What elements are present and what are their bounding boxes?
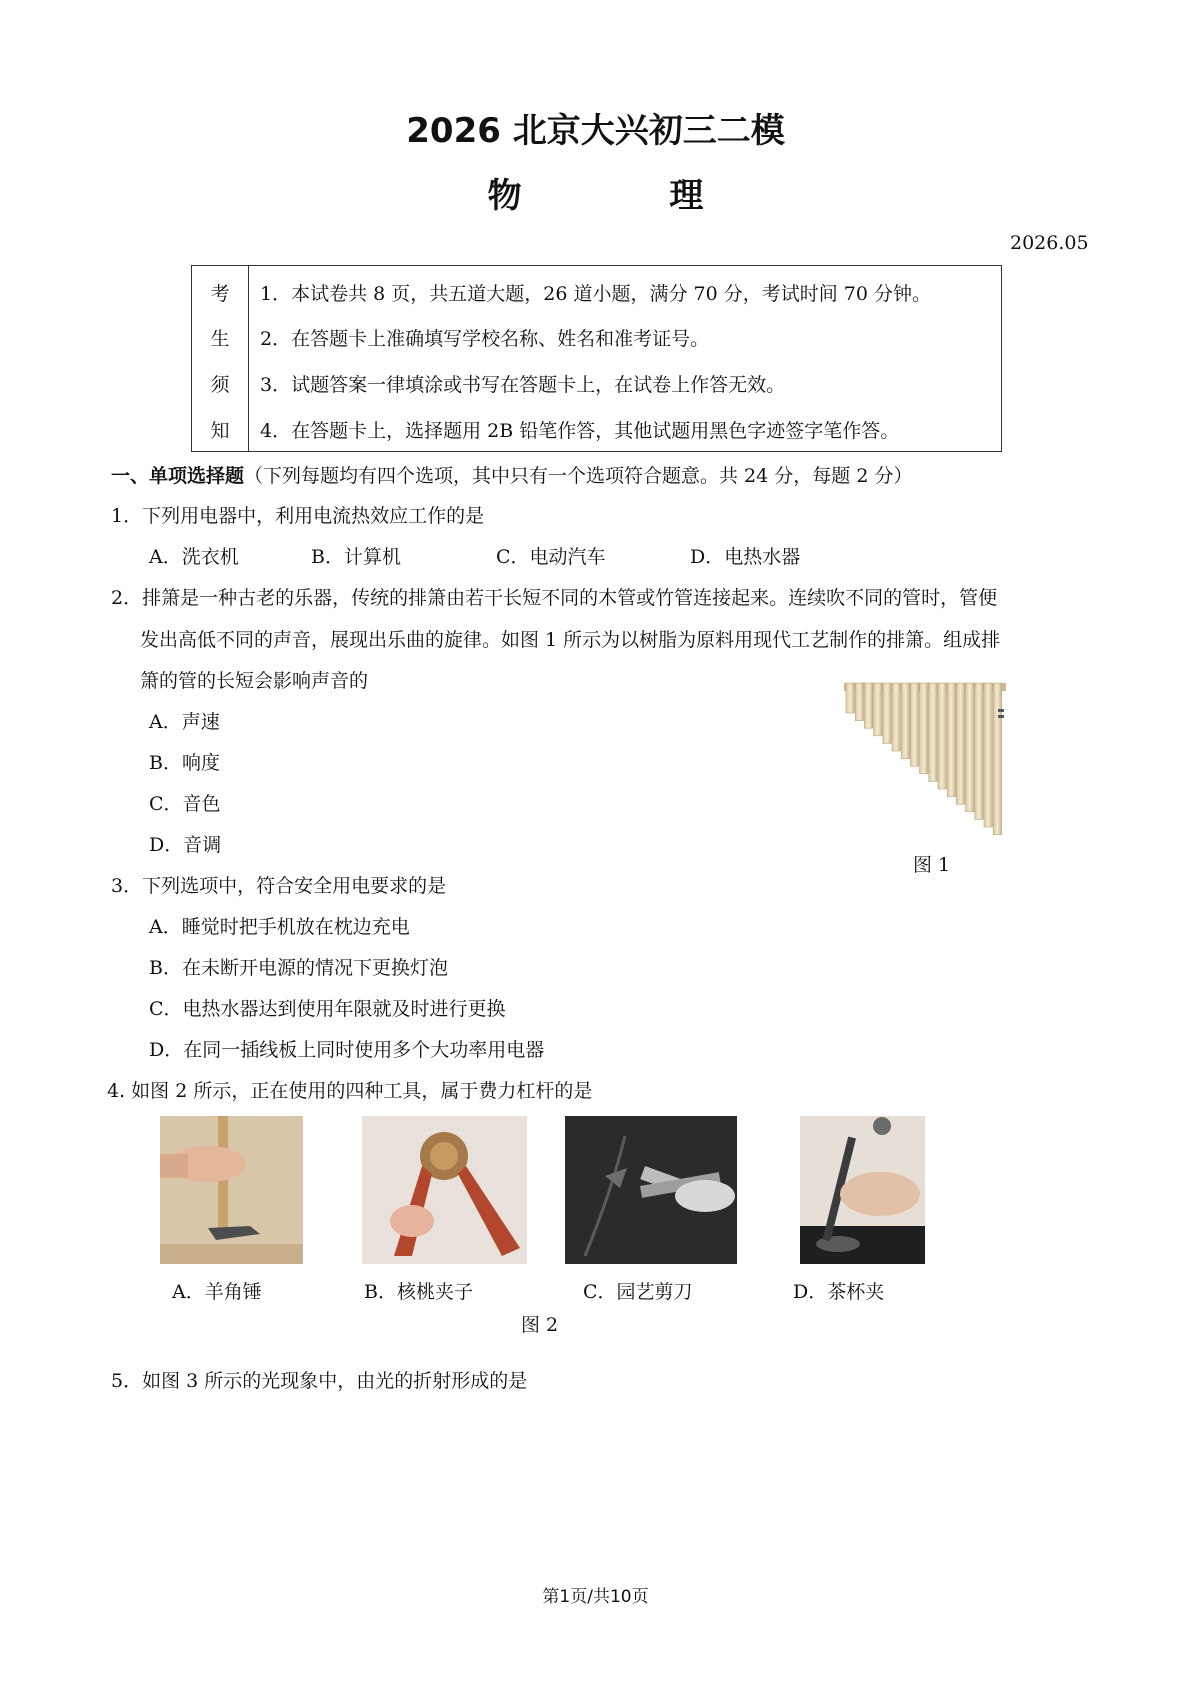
section-heading-title: 一、单项选择题 [111, 465, 245, 487]
subject-title: 物 理 [487, 176, 772, 216]
q2-option-c: C．音色 [149, 793, 221, 815]
q3-option-c: C．电热水器达到使用年限就及时进行更换 [149, 998, 506, 1020]
notice-side-label [192, 266, 249, 451]
pan-flute-pipe [975, 683, 983, 819]
section-heading-note: （下列每题均有四个选项，其中只有一个选项符合题意。共 24 分，每题 2 分） [244, 465, 913, 487]
pan-flute-pipe [993, 683, 1001, 835]
q3-option-d: D．在同一插线板上同时使用多个大功率用电器 [149, 1039, 545, 1061]
q2-option-d: D．音调 [149, 834, 222, 856]
pan-flute-pipe [901, 683, 909, 759]
nutcracker-image [362, 1116, 527, 1264]
page-footer: 第1页/共10页 [542, 1587, 649, 1607]
notice-side-char: 生 [210, 328, 230, 350]
q4-option-a: A．羊角锤 [172, 1281, 262, 1303]
q4-option-c: C．园艺剪刀 [583, 1281, 693, 1303]
question-2-stem-line: 箫的管的长短会影响声音的 [140, 670, 369, 692]
question-4-stem: 4. 如图 2 所示，正在使用的四种工具，属于费力杠杆的是 [107, 1080, 593, 1102]
candidate-notice-box [191, 265, 1002, 452]
q4-option-b: B．核桃夹子 [364, 1281, 473, 1303]
section-heading [111, 467, 912, 486]
pan-flute-pipe [966, 683, 974, 812]
pan-flute-pipe [846, 683, 854, 713]
pan-flute-pipe [874, 683, 882, 736]
exam-title: 2026 北京大兴初三二模 [406, 111, 785, 151]
pan-flute-pipe [984, 683, 992, 827]
question-2-stem-line: 发出高低不同的声音，展现出乐曲的旋律。如图 1 所示为以树脂为原料用现代工艺制作的排箫。组成排 [140, 629, 1001, 651]
notice-item: 2．在答题卡上准确填写学校名称、姓名和准考证号。 [260, 328, 710, 350]
pan-flute-pipe [938, 683, 946, 789]
q1-option-d: D．电热水器 [690, 546, 801, 568]
pan-flute-pipe [883, 683, 891, 743]
notice-side-char: 须 [210, 374, 230, 396]
q1-option-c: C．电动汽车 [496, 546, 606, 568]
figure-2-caption: 图 2 [521, 1314, 559, 1336]
notice-side-char: 知 [210, 420, 230, 442]
question-3-stem: 3．下列选项中，符合安全用电要求的是 [111, 875, 447, 897]
claw-hammer-image [160, 1116, 303, 1264]
question-5-stem: 5．如图 3 所示的光现象中，由光的折射形成的是 [111, 1370, 528, 1392]
q1-option-b: B．计算机 [311, 546, 401, 568]
q3-option-b: B．在未断开电源的情况下更换灯泡 [149, 957, 448, 979]
tea-cup-clamp-image [800, 1116, 925, 1264]
figure-1-caption: 图 1 [913, 854, 951, 876]
q4-option-d: D．茶杯夹 [793, 1281, 885, 1303]
notice-item: 4．在答题卡上，选择题用 2B 铅笔作答，其他试题用黑色字迹签字笔作答。 [260, 420, 900, 442]
pan-flute-pipe [910, 683, 918, 766]
garden-shears-image [565, 1116, 737, 1264]
notice-item: 3．试题答案一律填涂或书写在答题卡上，在试卷上作答无效。 [260, 374, 786, 396]
pan-flute-pipe [956, 683, 964, 804]
notice-item: 1．本试卷共 8 页，共五道大题，26 道小题，满分 70 分，考试时间 70 分钟。 [260, 283, 931, 305]
pan-flute-pipe [892, 683, 900, 751]
pan-flute-pipe [929, 683, 937, 781]
notice-side-char: 考 [210, 283, 230, 305]
question-2-stem-line: 2．排箫是一种古老的乐器，传统的排箫由若干长短不同的木管或竹管连接起来。连续吹不同的管时，管便 [111, 587, 998, 609]
pan-flute-pipe [855, 683, 863, 721]
exam-date: 2026.05 [1010, 232, 1089, 254]
pan-flute-pipe [920, 683, 928, 774]
pan-flute-image [842, 679, 1012, 841]
question-1-stem: 1．下列用电器中，利用电流热效应工作的是 [111, 505, 485, 527]
pan-flute-pipe [947, 683, 955, 797]
q2-option-b: B．响度 [149, 752, 220, 774]
q1-option-a: A．洗衣机 [149, 546, 239, 568]
q3-option-a: A．睡觉时把手机放在枕边充电 [149, 916, 410, 938]
pan-flute-pipe [864, 683, 872, 728]
q2-option-a: A．声速 [149, 711, 220, 733]
